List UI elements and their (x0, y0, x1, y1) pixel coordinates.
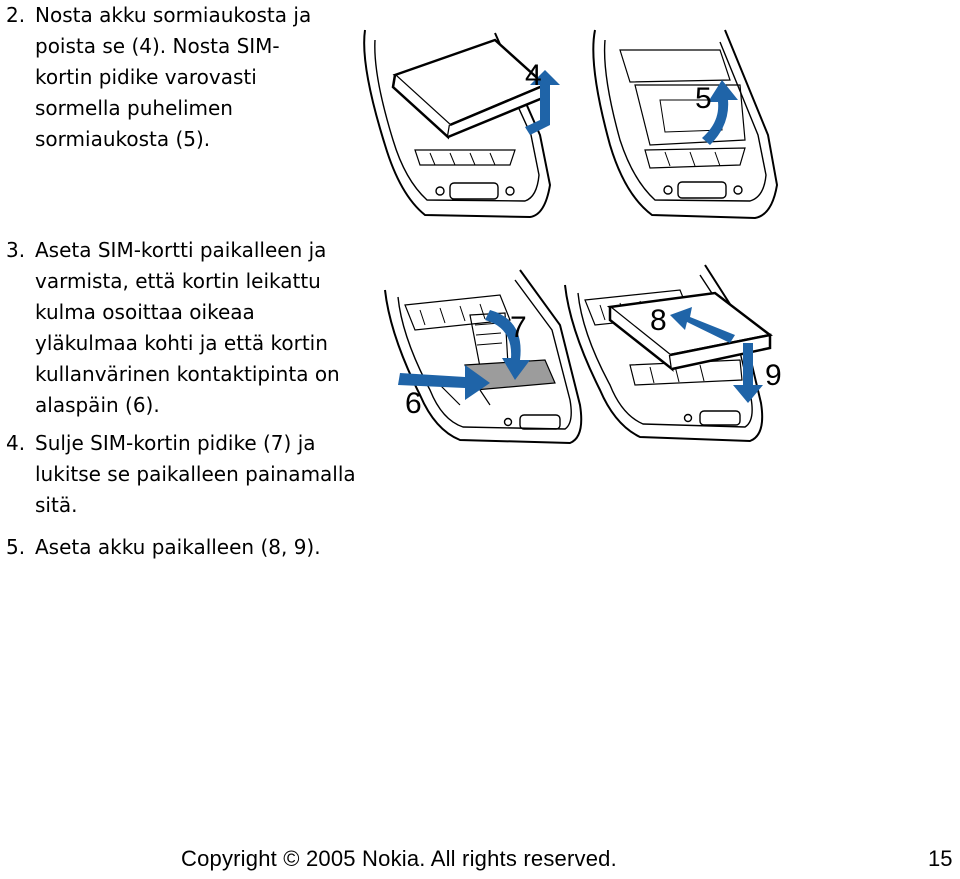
step-number: 2. (6, 3, 26, 27)
sim-holder-lift-illustration (570, 20, 785, 225)
copyright-notice: Copyright © 2005 Nokia. All rights reserved. (181, 846, 617, 871)
step-number: 4. (6, 431, 26, 455)
figure-label: 9 (765, 359, 782, 392)
step-2 (0, 0, 370, 155)
step-text: Nosta akku sormiaukosta ja poista se (4). Nosta SIM-kortin pidike varovasti sormella puhelimen sormiaukosta (5). (35, 3, 312, 151)
figure-label: 6 (405, 387, 422, 420)
figure-label: 7 (510, 311, 527, 344)
figure-label: 5 (695, 82, 712, 115)
page-number: 15 (928, 846, 953, 871)
battery-insert-illustration (560, 255, 785, 465)
step-4 (0, 428, 370, 521)
step-text: Aseta akku paikalleen (8, 9). (35, 535, 321, 559)
step-text: Sulje SIM-kortin pidike (7) ja lukitse se paikalleen painamalla sitä. (35, 431, 356, 517)
step-5 (0, 532, 370, 563)
battery-removal-illustration (345, 25, 560, 225)
step-3 (0, 235, 370, 421)
step-number: 5. (6, 535, 26, 559)
figure-label: 8 (650, 304, 667, 337)
step-text: Aseta SIM-kortti paikalleen ja varmista, että kortin leikattu kulma osoittaa oikeaa yläkulmaa kohti ja että kortin kullanvärinen kontaktipinta on alaspäin (6). (35, 238, 340, 417)
figure-label: 4 (525, 59, 542, 92)
sim-insert-illustration (380, 265, 590, 465)
step-number: 3. (6, 238, 26, 262)
